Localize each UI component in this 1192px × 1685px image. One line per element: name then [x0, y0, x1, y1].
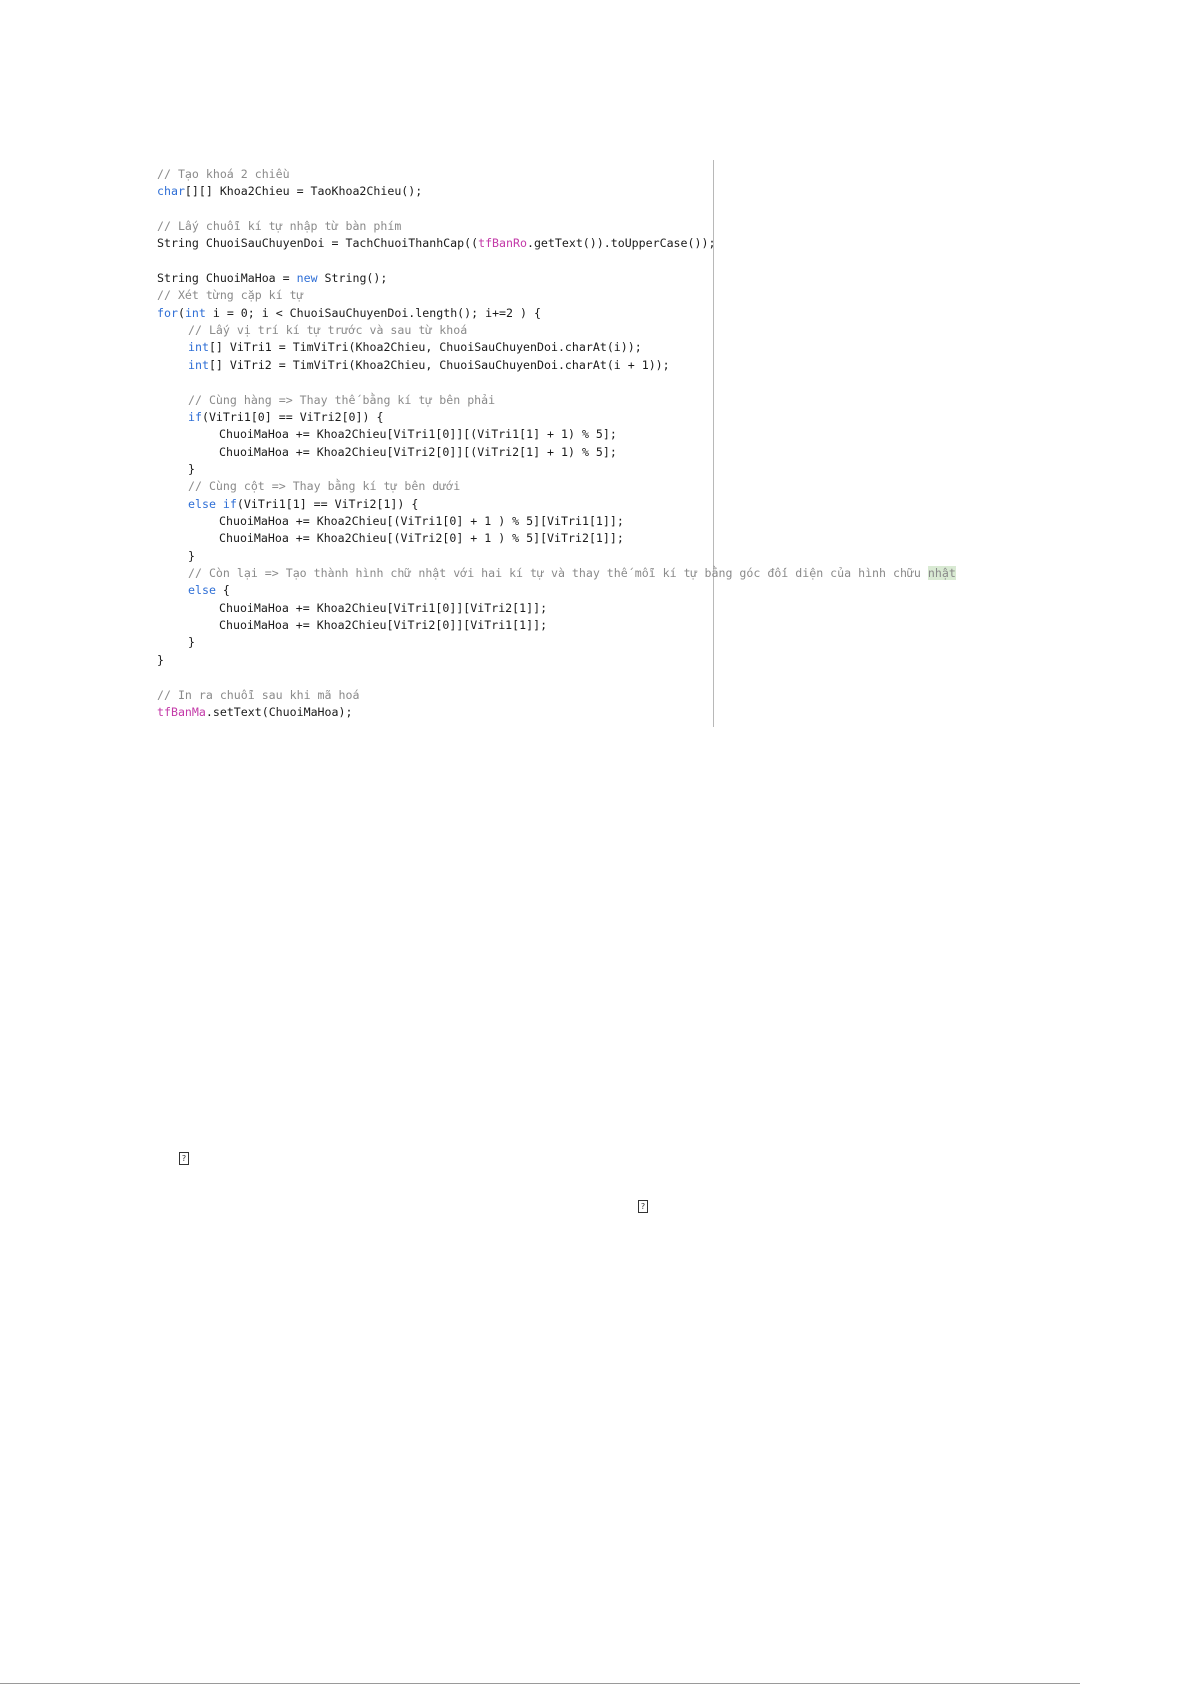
code-text: (	[177, 306, 185, 320]
code-comment: // Lấy chuỗi kí tự nhập từ bàn phím	[157, 219, 402, 233]
code-comment: // In ra chuỗi sau khi mã hoá	[157, 688, 360, 702]
code-line: }	[157, 653, 164, 667]
code-text: .setText(ChuoiMaHoa);	[205, 705, 353, 719]
code-text: [] ViTri1 = TimViTri(Khoa2Chieu, ChuoiSauChuyenDoi.charAt(i));	[208, 340, 642, 354]
code-comment: // Tạo khoá 2 chiều	[157, 167, 290, 181]
code-keyword: for	[157, 306, 178, 320]
code-keyword: int	[188, 358, 209, 372]
page-bottom-rule	[0, 1683, 1080, 1684]
code-keyword: int	[188, 340, 209, 354]
code-comment	[188, 565, 956, 582]
code-line	[188, 496, 418, 513]
code-comment-text: // Còn lại => Tạo thành hình chữ nhật với hai kí tự và thay thế mỗi kí tự bằng góc đối diện của hình chữu	[188, 566, 928, 580]
code-line: ChuoiMaHoa += Khoa2Chieu[ViTri1[0]][(ViTri1[1] + 1) % 5];	[219, 427, 617, 441]
code-text: [][] Khoa2Chieu = TaoKhoa2Chieu();	[184, 184, 423, 198]
code-text: String ChuoiMaHoa =	[157, 271, 297, 285]
code-line	[188, 409, 383, 426]
code-line	[188, 339, 642, 356]
code-line: ChuoiMaHoa += Khoa2Chieu[ViTri2[0]][(ViTri2[1] + 1) % 5];	[219, 445, 617, 459]
code-line: ChuoiMaHoa += Khoa2Chieu[(ViTri2[0] + 1 ) % 5][ViTri2[1]];	[219, 531, 624, 545]
code-field: tfBanRo	[478, 236, 527, 250]
code-keyword: if	[188, 410, 202, 424]
code-text: (ViTri1[1] == ViTri2[1]) {	[236, 497, 419, 511]
code-text: .getText()).toUpperCase());	[526, 236, 716, 250]
code-line	[157, 704, 352, 721]
code-line: }	[188, 635, 195, 649]
code-keyword: char	[157, 184, 185, 198]
code-keyword: int	[184, 306, 206, 320]
missing-glyph-icon: ?	[638, 1200, 648, 1213]
code-keyword: else if	[188, 497, 237, 511]
missing-glyph-icon: ?	[179, 1152, 189, 1165]
code-line: }	[188, 549, 195, 563]
code-highlight: nhật	[927, 566, 956, 580]
code-line: ChuoiMaHoa += Khoa2Chieu[ViTri1[0]][ViTri2[1]];	[219, 601, 548, 615]
code-comment: // Cùng hàng => Thay thế bằng kí tự bên phải	[188, 393, 496, 407]
code-line: }	[188, 462, 195, 476]
code-line: ChuoiMaHoa += Khoa2Chieu[(ViTri1[0] + 1 ) % 5][ViTri1[1]];	[219, 514, 624, 528]
code-line	[157, 305, 541, 322]
code-comment: // Xét từng cặp kí tự	[157, 288, 304, 302]
code-text: (ViTri1[0] == ViTri2[0]) {	[201, 410, 384, 424]
code-keyword: else	[188, 583, 216, 597]
code-line	[188, 582, 230, 599]
code-field: tfBanMa	[157, 705, 206, 719]
code-line	[188, 357, 670, 374]
code-line	[157, 183, 422, 200]
code-comment: // Cùng cột => Thay bằng kí tự bên dưới	[188, 479, 461, 493]
code-line	[157, 270, 387, 287]
code-comment: // Lấy vị trí kí tự trước và sau từ khoá	[188, 323, 468, 337]
code-text: i = 0; i < ChuoiSauChuyenDoi.length(); i+=2 ) {	[205, 306, 541, 320]
code-text: String();	[317, 271, 388, 285]
code-text: [] ViTri2 = TimViTri(Khoa2Chieu, ChuoiSauChuyenDoi.charAt(i + 1));	[208, 358, 670, 372]
code-text: {	[215, 583, 230, 597]
code-snippet	[157, 166, 956, 726]
code-line: ChuoiMaHoa += Khoa2Chieu[ViTri2[0]][ViTri1[1]];	[219, 618, 548, 632]
code-text: String ChuoiSauChuyenDoi = TachChuoiThanhCap((	[157, 236, 479, 250]
code-line	[157, 235, 715, 252]
code-keyword: new	[296, 271, 318, 285]
